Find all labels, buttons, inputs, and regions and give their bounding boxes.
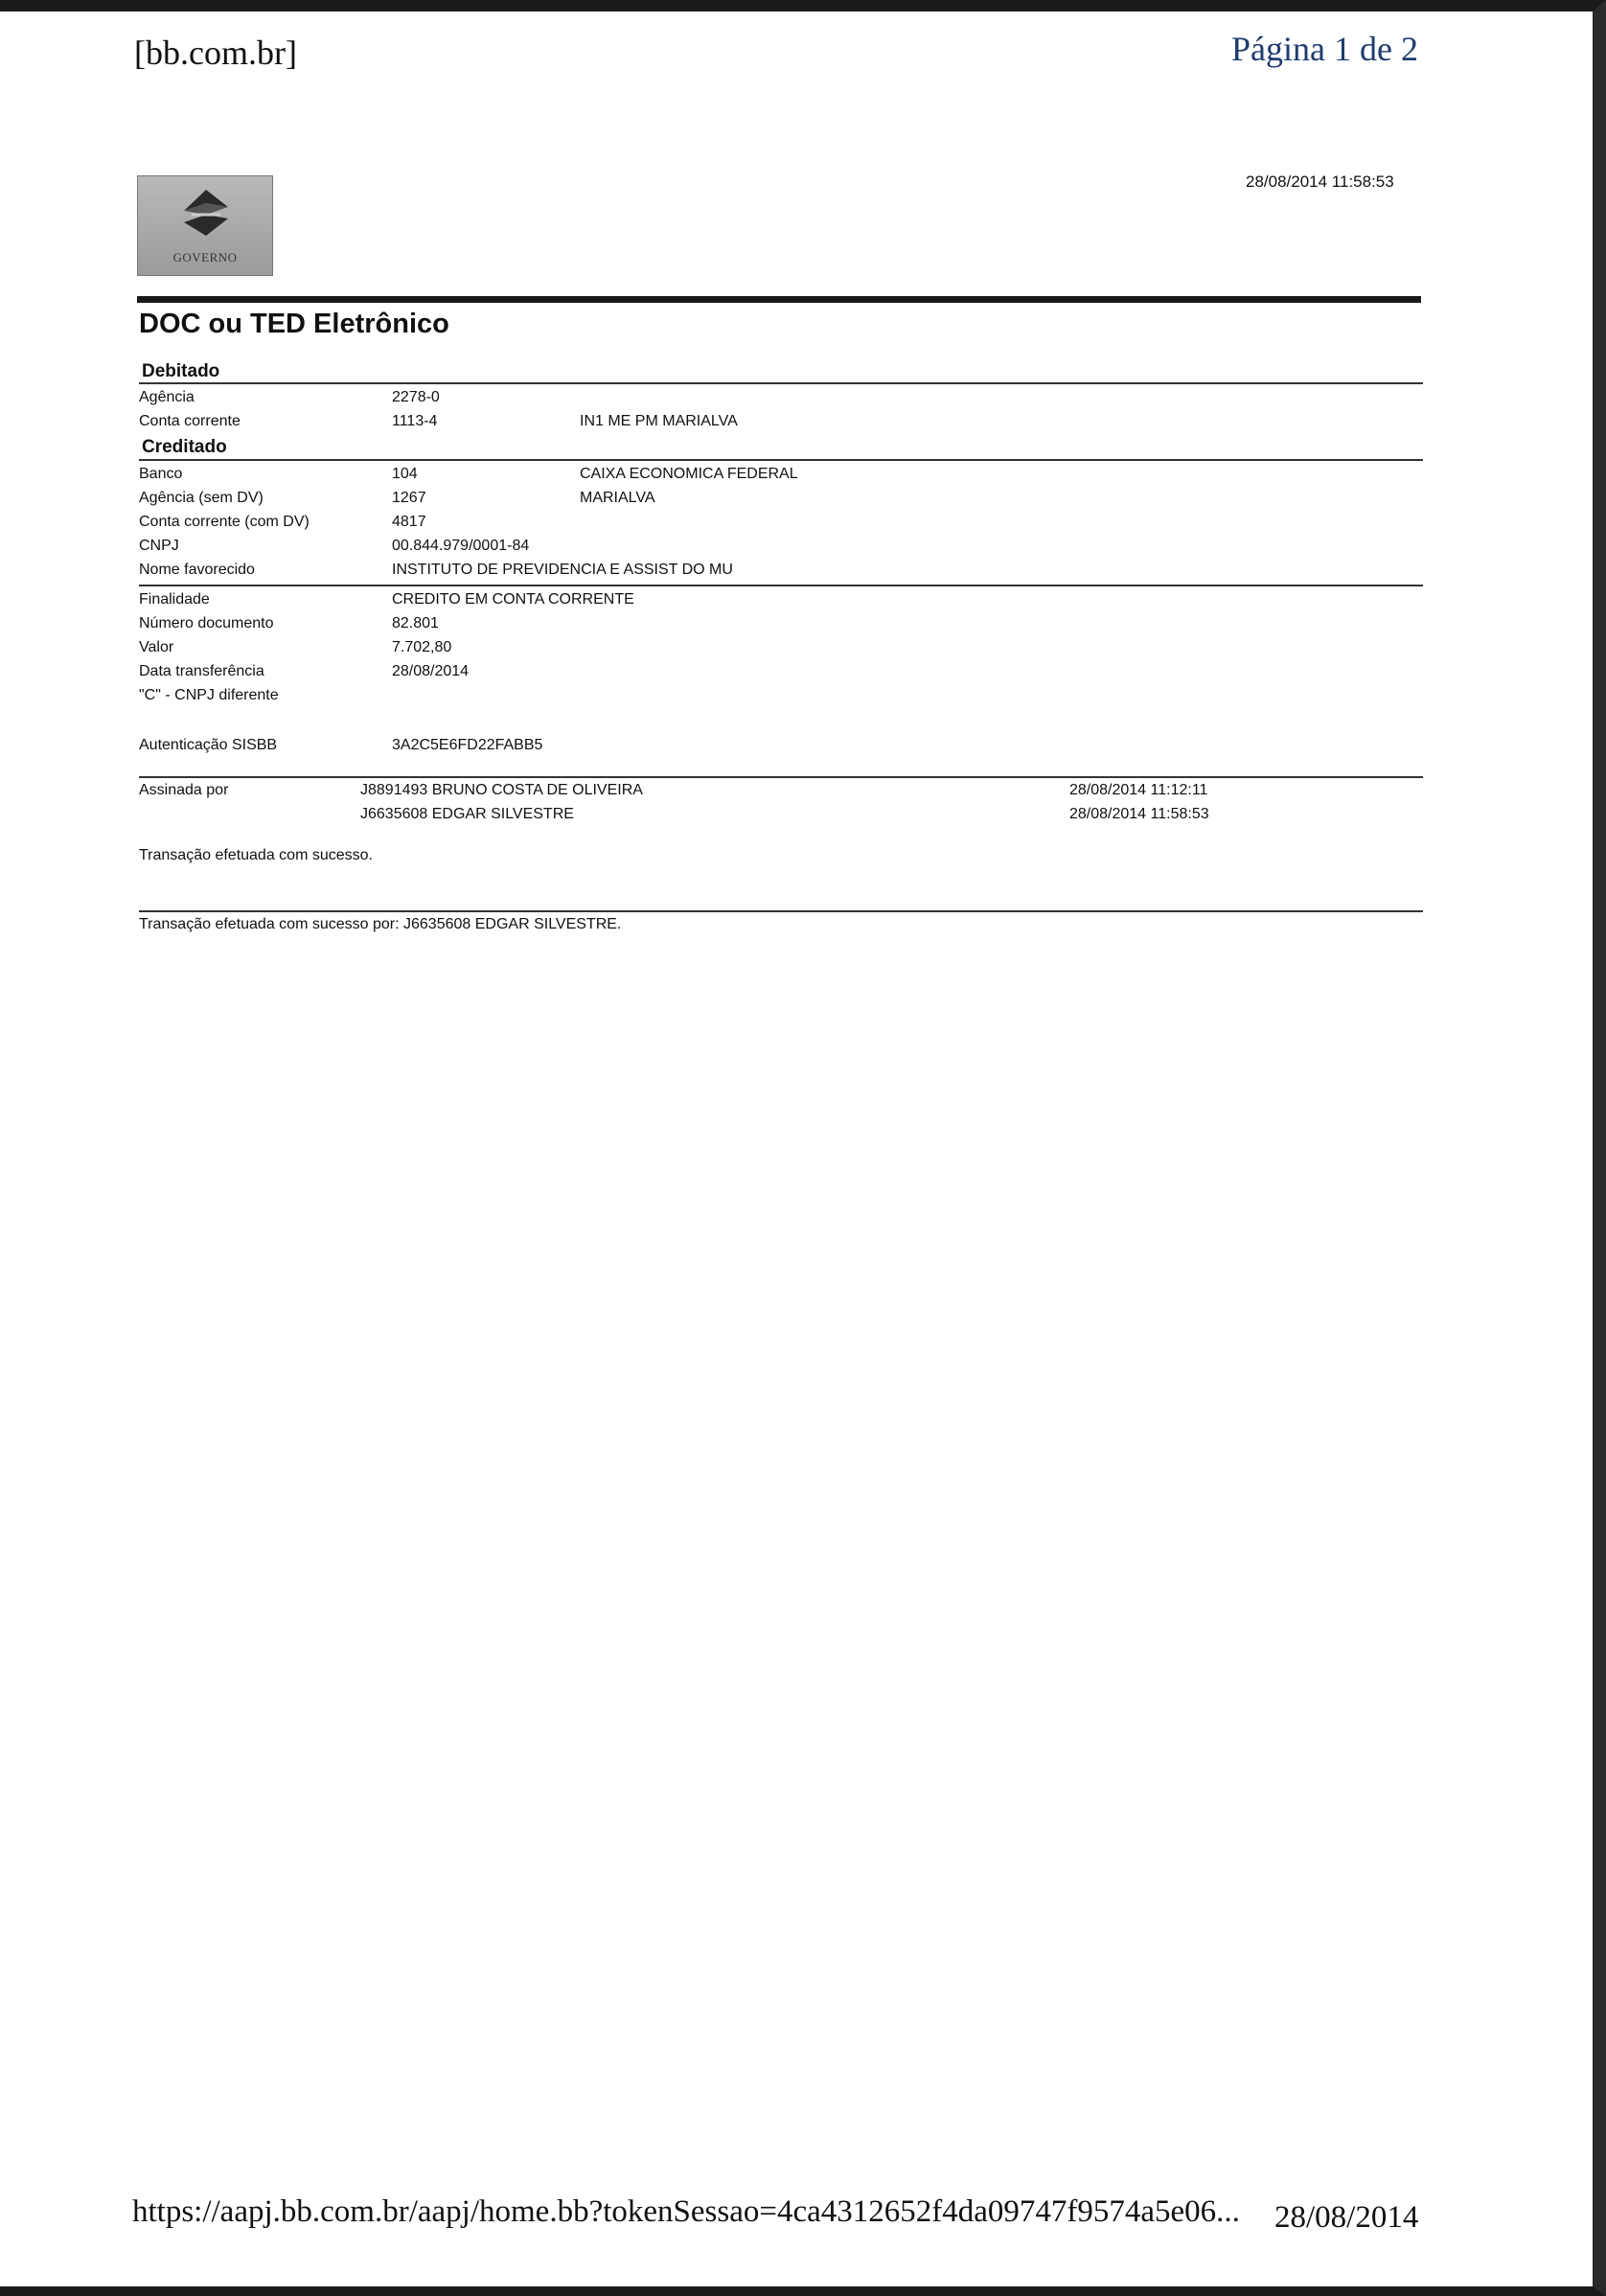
field-extra: CAIXA ECONOMICA FEDERAL <box>580 466 798 482</box>
signature-datetime: 28/08/2014 11:12:11 <box>1069 782 1208 798</box>
page-indicator: Página 1 de 2 <box>1231 30 1418 68</box>
field-label: Conta corrente (com DV) <box>139 514 310 530</box>
field-label: CNPJ <box>139 538 179 554</box>
creditado-heading: Creditado <box>142 437 227 457</box>
field-label: Banco <box>139 466 183 482</box>
field-value: 4817 <box>392 514 426 530</box>
field-value: 7.702,80 <box>392 639 452 655</box>
divider <box>139 776 1423 778</box>
field-value: 2278-0 <box>392 389 440 405</box>
logo-text: GOVERNO <box>172 250 238 264</box>
site-header: [bb.com.br] <box>134 34 297 72</box>
divider <box>139 459 1423 461</box>
field-value: 28/08/2014 <box>392 663 470 679</box>
status-by-message: Transação efetuada com sucesso por: J6635608 EDGAR SILVESTRE. <box>139 916 622 932</box>
field-extra: IN1 ME PM MARIALVA <box>580 413 738 429</box>
signed-by-label: Assinada por <box>139 782 229 798</box>
auth-label: Autenticação SISBB <box>139 737 278 753</box>
field-value: 00.844.979/0001-84 <box>392 538 530 554</box>
field-value: 82.801 <box>392 615 439 631</box>
status-message: Transação efetuada com sucesso. <box>139 847 373 863</box>
field-value: 104 <box>392 466 418 482</box>
field-label: Conta corrente <box>139 413 241 429</box>
document-title: DOC ou TED Eletrônico <box>139 309 449 339</box>
debitado-heading: Debitado <box>142 361 220 381</box>
divider <box>139 382 1423 384</box>
title-rule <box>137 296 1421 303</box>
signature-datetime: 28/08/2014 11:58:53 <box>1069 806 1209 822</box>
field-label: Nome favorecido <box>139 562 255 578</box>
field-label: Agência (sem DV) <box>139 490 264 506</box>
field-value: 1267 <box>392 490 426 506</box>
field-label: Agência <box>139 389 195 405</box>
divider <box>139 910 1423 912</box>
auth-value: 3A2C5E6FD22FABB5 <box>392 737 543 753</box>
bb-logo-icon <box>172 186 240 241</box>
divider <box>139 585 1423 586</box>
field-label: Finalidade <box>139 591 210 608</box>
field-label: Valor <box>139 639 174 655</box>
field-extra: MARIALVA <box>580 490 655 506</box>
footer-date: 28/08/2014 <box>1274 2200 1419 2235</box>
field-value: 1113-4 <box>392 413 438 429</box>
field-label: "C" - CNPJ diferente <box>139 687 279 703</box>
signer-name: J8891493 BRUNO COSTA DE OLIVEIRA <box>360 782 643 798</box>
field-label: Número documento <box>139 615 274 631</box>
print-datetime: 28/08/2014 11:58:53 <box>1246 172 1394 191</box>
signer-name: J6635608 EDGAR SILVESTRE <box>360 806 574 822</box>
field-value: INSTITUTO DE PREVIDENCIA E ASSIST DO MU <box>392 562 733 578</box>
field-label: Data transferência <box>139 663 264 679</box>
footer-url: https://aapj.bb.com.br/aapj/home.bb?tokenSessao=4ca4312652f4da09747f9574a5e06... <box>132 2194 1240 2229</box>
bank-logo <box>137 175 273 276</box>
field-value: CREDITO EM CONTA CORRENTE <box>392 591 634 608</box>
